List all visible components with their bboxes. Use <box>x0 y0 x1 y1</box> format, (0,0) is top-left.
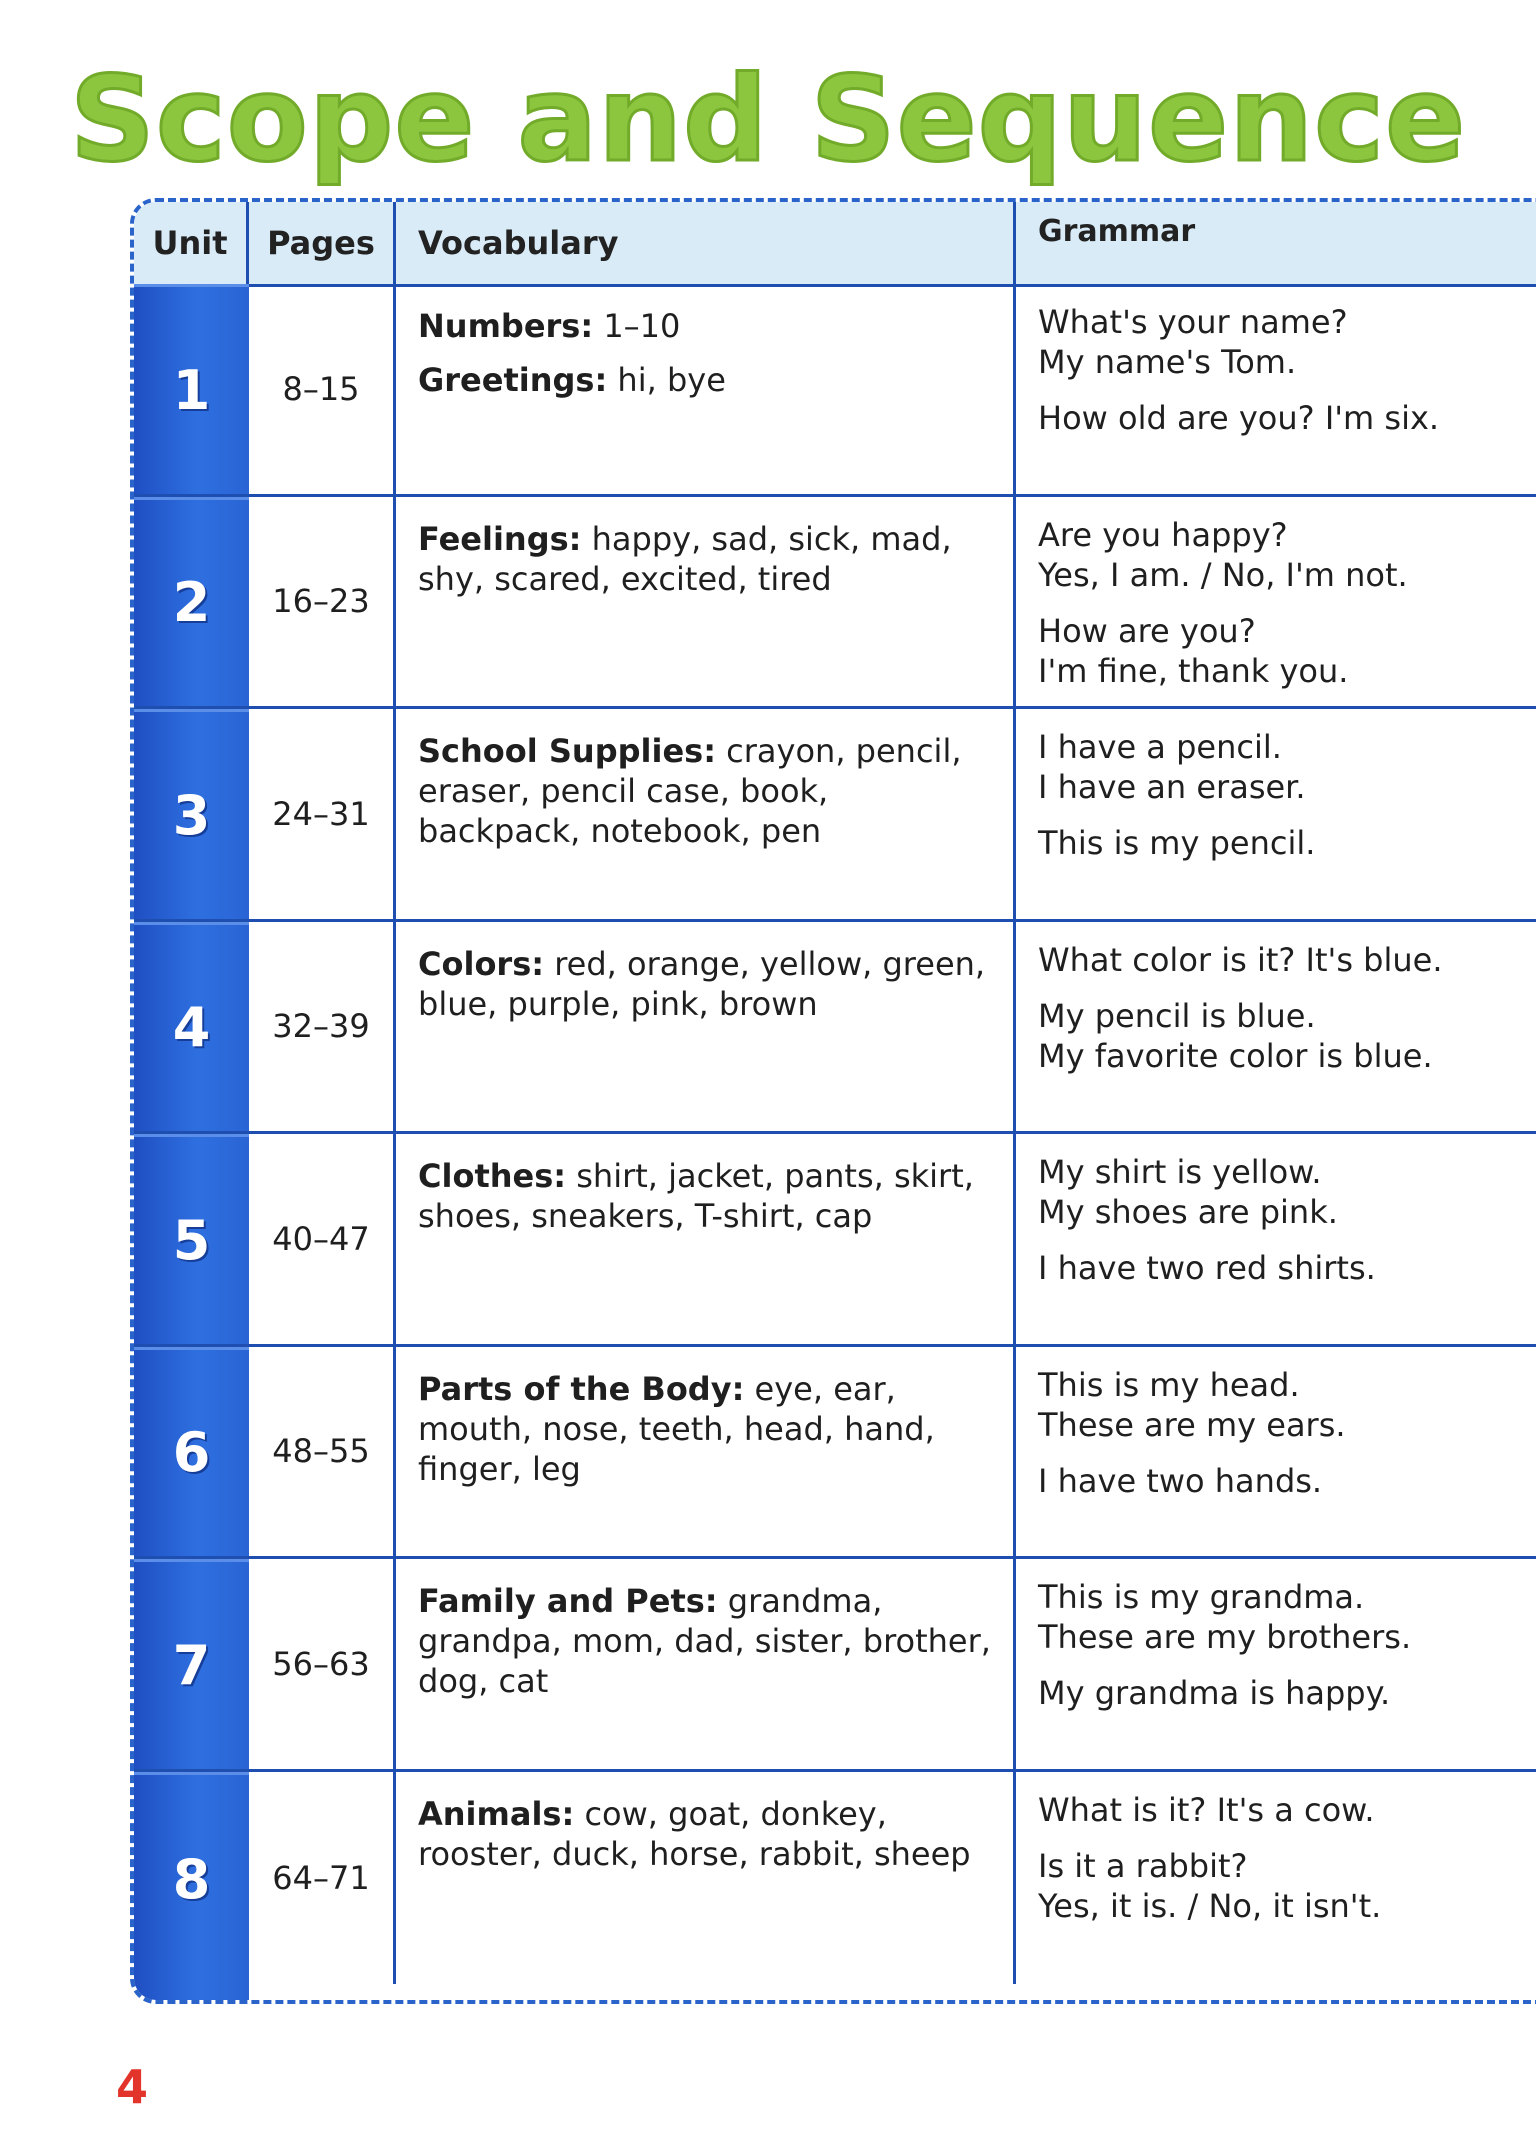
vocabulary-words: hi, bye <box>607 361 726 399</box>
vocabulary-words: cow, goat, donkey, rooster, duck, horse, rabbit, sheep <box>418 1794 971 1873</box>
grammar-group <box>1038 996 1530 1076</box>
grammar-sentence: How old are you? I'm six. <box>1038 399 1440 437</box>
grammar-group <box>1038 1248 1530 1288</box>
grammar-sentence: These are my ears. <box>1038 1405 1346 1444</box>
grammar-sentence: What color is it? It's blue. <box>1038 940 1443 979</box>
grammar-sentence: I have an eraser. <box>1038 768 1306 806</box>
grammar-sentence: This is my grandma. <box>1038 1578 1365 1616</box>
grammar-sentence: My grandma is happy. <box>1038 1674 1391 1712</box>
vocabulary-line <box>418 1156 993 1236</box>
grammar-sentence: Are you happy? <box>1038 515 1288 554</box>
vocabulary-line <box>418 360 993 400</box>
vocabulary-topic: School Supplies: <box>418 732 716 770</box>
header-grammar: Grammar <box>1038 214 1196 249</box>
vocabulary-topic: Numbers: <box>418 307 594 345</box>
unit-number: 5 <box>134 1134 249 1344</box>
vocabulary-topic: Greetings: <box>418 361 608 399</box>
grammar-group <box>1038 302 1530 382</box>
grammar-sentence: I'm fine, thank you. <box>1038 651 1349 690</box>
page-title: Scope and Sequence <box>69 50 1467 188</box>
vocabulary-topic: Parts of the Body: <box>418 1369 745 1408</box>
table-row <box>134 709 1536 922</box>
vocabulary-cell <box>396 1772 1016 1985</box>
grammar-group <box>1038 1577 1530 1657</box>
grammar-sentence: I have a pencil. <box>1038 728 1282 766</box>
vocabulary-cell <box>396 497 1016 707</box>
grammar-sentence: My favorite color is blue. <box>1038 1036 1433 1075</box>
table-row <box>134 1347 1536 1560</box>
grammar-group <box>1038 1365 1530 1445</box>
vocabulary-words: red, orange, yellow, green, blue, purple, pink, brown <box>418 944 986 1023</box>
vocabulary-cell <box>396 284 1016 494</box>
grammar-cell <box>1016 1772 1536 1985</box>
grammar-cell <box>1016 1559 1536 1769</box>
vocabulary-line <box>418 944 993 1024</box>
vocabulary-line <box>418 1581 993 1701</box>
vocabulary-cell <box>396 1347 1016 1557</box>
table-row <box>134 1772 1536 1985</box>
grammar-sentence: Yes, I am. / No, I'm not. <box>1038 555 1408 594</box>
grammar-cell <box>1016 1347 1536 1557</box>
grammar-cell <box>1016 1134 1536 1344</box>
grammar-sentence: How are you? <box>1038 611 1256 650</box>
grammar-group <box>1038 940 1530 980</box>
pages-range: 8–15 <box>249 284 396 494</box>
grammar-group <box>1038 1152 1530 1232</box>
vocabulary-topic: Feelings: <box>418 519 582 558</box>
vocabulary-line <box>418 1369 993 1489</box>
unit-number: 2 <box>134 497 249 707</box>
unit-number: 8 <box>134 1772 249 1985</box>
scope-sequence-table <box>130 198 1536 2004</box>
grammar-sentence: My shirt is yellow. <box>1038 1153 1322 1191</box>
table-row <box>134 1134 1536 1347</box>
vocabulary-topic: Animals: <box>418 1794 575 1833</box>
grammar-sentence: What's your name? <box>1038 303 1348 341</box>
header-vocabulary: Vocabulary <box>396 202 1016 284</box>
unit-number: 1 <box>134 284 249 494</box>
vocabulary-line <box>418 731 993 851</box>
header-pages: Pages <box>249 202 396 284</box>
pages-range: 24–31 <box>249 709 396 919</box>
vocabulary-words: happy, sad, sick, mad, shy, scared, excited, tired <box>418 519 952 598</box>
vocabulary-topic: Colors: <box>418 944 545 983</box>
table-row <box>134 497 1536 710</box>
table-row <box>134 1559 1536 1772</box>
unit-number: 3 <box>134 709 249 919</box>
grammar-sentence: This is my pencil. <box>1038 824 1316 862</box>
table-header <box>134 202 1536 287</box>
table-row <box>134 922 1536 1135</box>
table-row <box>134 284 1536 497</box>
vocabulary-line <box>418 1794 993 1874</box>
grammar-sentence: I have two hands. <box>1038 1461 1323 1500</box>
vocabulary-words: grandma, grandpa, mom, dad, sister, brother, dog, cat <box>418 1582 991 1700</box>
vocabulary-line <box>418 519 993 599</box>
grammar-sentence: Yes, it is. / No, it isn't. <box>1038 1886 1382 1925</box>
header-unit: Unit <box>134 202 249 284</box>
vocabulary-words: shirt, jacket, pants, skirt, shoes, sneakers, T-shirt, cap <box>418 1157 974 1235</box>
vocabulary-cell <box>396 709 1016 919</box>
vocabulary-topic: Clothes: <box>418 1157 567 1195</box>
unit-number: 4 <box>134 922 249 1132</box>
vocabulary-cell <box>396 1559 1016 1769</box>
grammar-cell <box>1016 497 1536 707</box>
grammar-group <box>1038 515 1530 595</box>
pages-range: 40–47 <box>249 1134 396 1344</box>
vocabulary-cell <box>396 922 1016 1132</box>
grammar-sentence: My pencil is blue. <box>1038 996 1316 1035</box>
grammar-group <box>1038 727 1530 807</box>
unit-number: 6 <box>134 1347 249 1557</box>
grammar-sentence: Is it a rabbit? <box>1038 1846 1248 1885</box>
vocabulary-words: crayon, pencil, eraser, pencil case, book, backpack, notebook, pen <box>418 732 962 850</box>
grammar-cell <box>1016 922 1536 1132</box>
vocabulary-line <box>418 306 993 346</box>
vocabulary-topic: Family and Pets: <box>418 1582 718 1620</box>
grammar-cell <box>1016 284 1536 494</box>
pages-range: 32–39 <box>249 922 396 1132</box>
grammar-group <box>1038 823 1530 863</box>
grammar-cell <box>1016 709 1536 919</box>
pages-range: 56–63 <box>249 1559 396 1769</box>
vocabulary-cell <box>396 1134 1016 1344</box>
grammar-sentence: My name's Tom. <box>1038 343 1297 381</box>
pages-range: 48–55 <box>249 1347 396 1557</box>
grammar-sentence: These are my brothers. <box>1038 1618 1412 1656</box>
grammar-group <box>1038 1846 1530 1926</box>
grammar-group <box>1038 1461 1530 1501</box>
grammar-sentence: What is it? It's a cow. <box>1038 1790 1375 1829</box>
grammar-sentence: I have two red shirts. <box>1038 1249 1376 1287</box>
pages-range: 16–23 <box>249 497 396 707</box>
vocabulary-words: eye, ear, mouth, nose, teeth, head, hand, finger, leg <box>418 1369 935 1488</box>
grammar-group <box>1038 398 1530 438</box>
grammar-sentence: This is my head. <box>1038 1365 1300 1404</box>
unit-number: 7 <box>134 1559 249 1769</box>
page-number: 4 <box>116 2060 149 2114</box>
grammar-group <box>1038 1790 1530 1830</box>
grammar-sentence: My shoes are pink. <box>1038 1193 1338 1231</box>
grammar-group <box>1038 1673 1530 1713</box>
vocabulary-words: 1–10 <box>593 307 681 345</box>
grammar-group <box>1038 611 1530 691</box>
pages-range: 64–71 <box>249 1772 396 1985</box>
